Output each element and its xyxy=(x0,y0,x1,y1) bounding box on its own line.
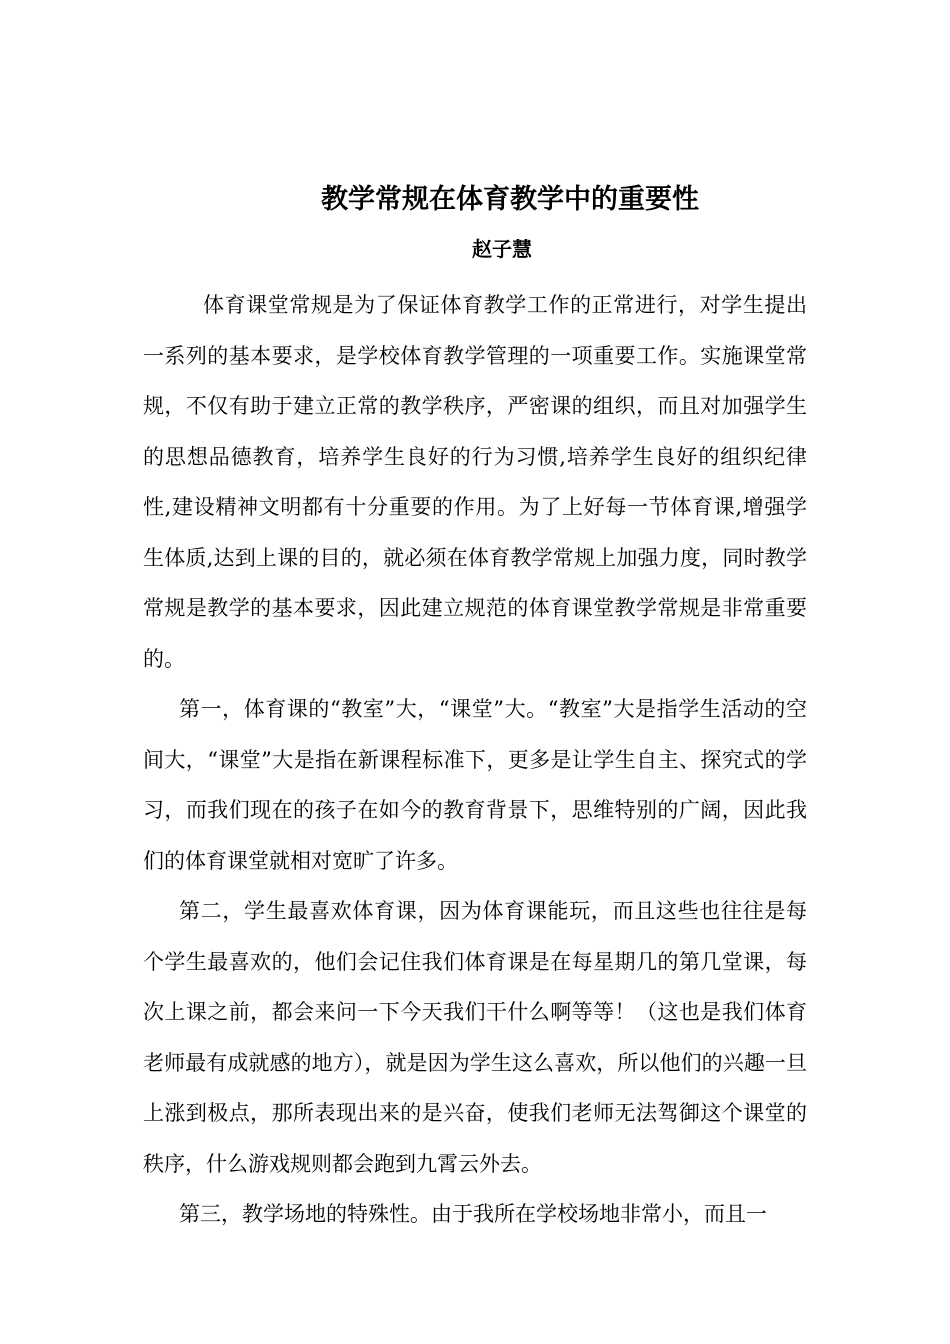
paragraph-point-two: 第二，学生最喜欢体育课，因为体育课能玩，而且这些也往往是每个学生最喜欢的，他们会记住我们体育课是在每星期几的第几堂课，每次上课之前，都会来问一下今天我们干什么啊等等！（这也是我们体育老师最有成就感的地方），就是因为学生这么喜欢，所以他们的兴趣一旦上涨到极点，那所表现出来的是兴奋，使我们老师无法驾御这个课堂的秩序，什么游戏规则都会跑到九霄云外去。 xyxy=(143,899,807,1176)
document-author: 赵子慧 xyxy=(472,237,532,261)
paragraph-point-one: 第一，体育课的“教室”大，“课堂”大。“教室”大是指学生活动的空间大，“课堂”大是指在新课程标准下，更多是让学生自主、探究式的学习，而我们现在的孩子在如今的教育背景下，思维特别的广阔，因此我们的体育课堂就相对宽旷了许多。 xyxy=(143,697,807,873)
document-body xyxy=(143,280,807,1240)
document-title: 教学常规在体育教学中的重要性 xyxy=(321,184,699,215)
paragraph-point-three: 第三，教学场地的特殊性。由于我所在学校场地非常小，而且一 xyxy=(179,1202,767,1226)
paragraph-intro: 体育课堂常规是为了保证体育教学工作的正常进行，对学生提出一系列的基本要求，是学校体育教学管理的一项重要工作。实施课堂常规，不仅有助于建立正常的教学秩序，严密课的组织，而且对加强学生的思想品德教育，培养学生良好的行为习惯,培养学生良好的组织纪律性,建设精神文明都有十分重要的作用。为了上好每一节体育课,增强学生体质,达到上课的目的，就必须在体育教学常规上加强力度，同时教学常规是教学的基本要求，因此建立规范的体育课堂教学常规是非常重要的。 xyxy=(143,293,807,671)
